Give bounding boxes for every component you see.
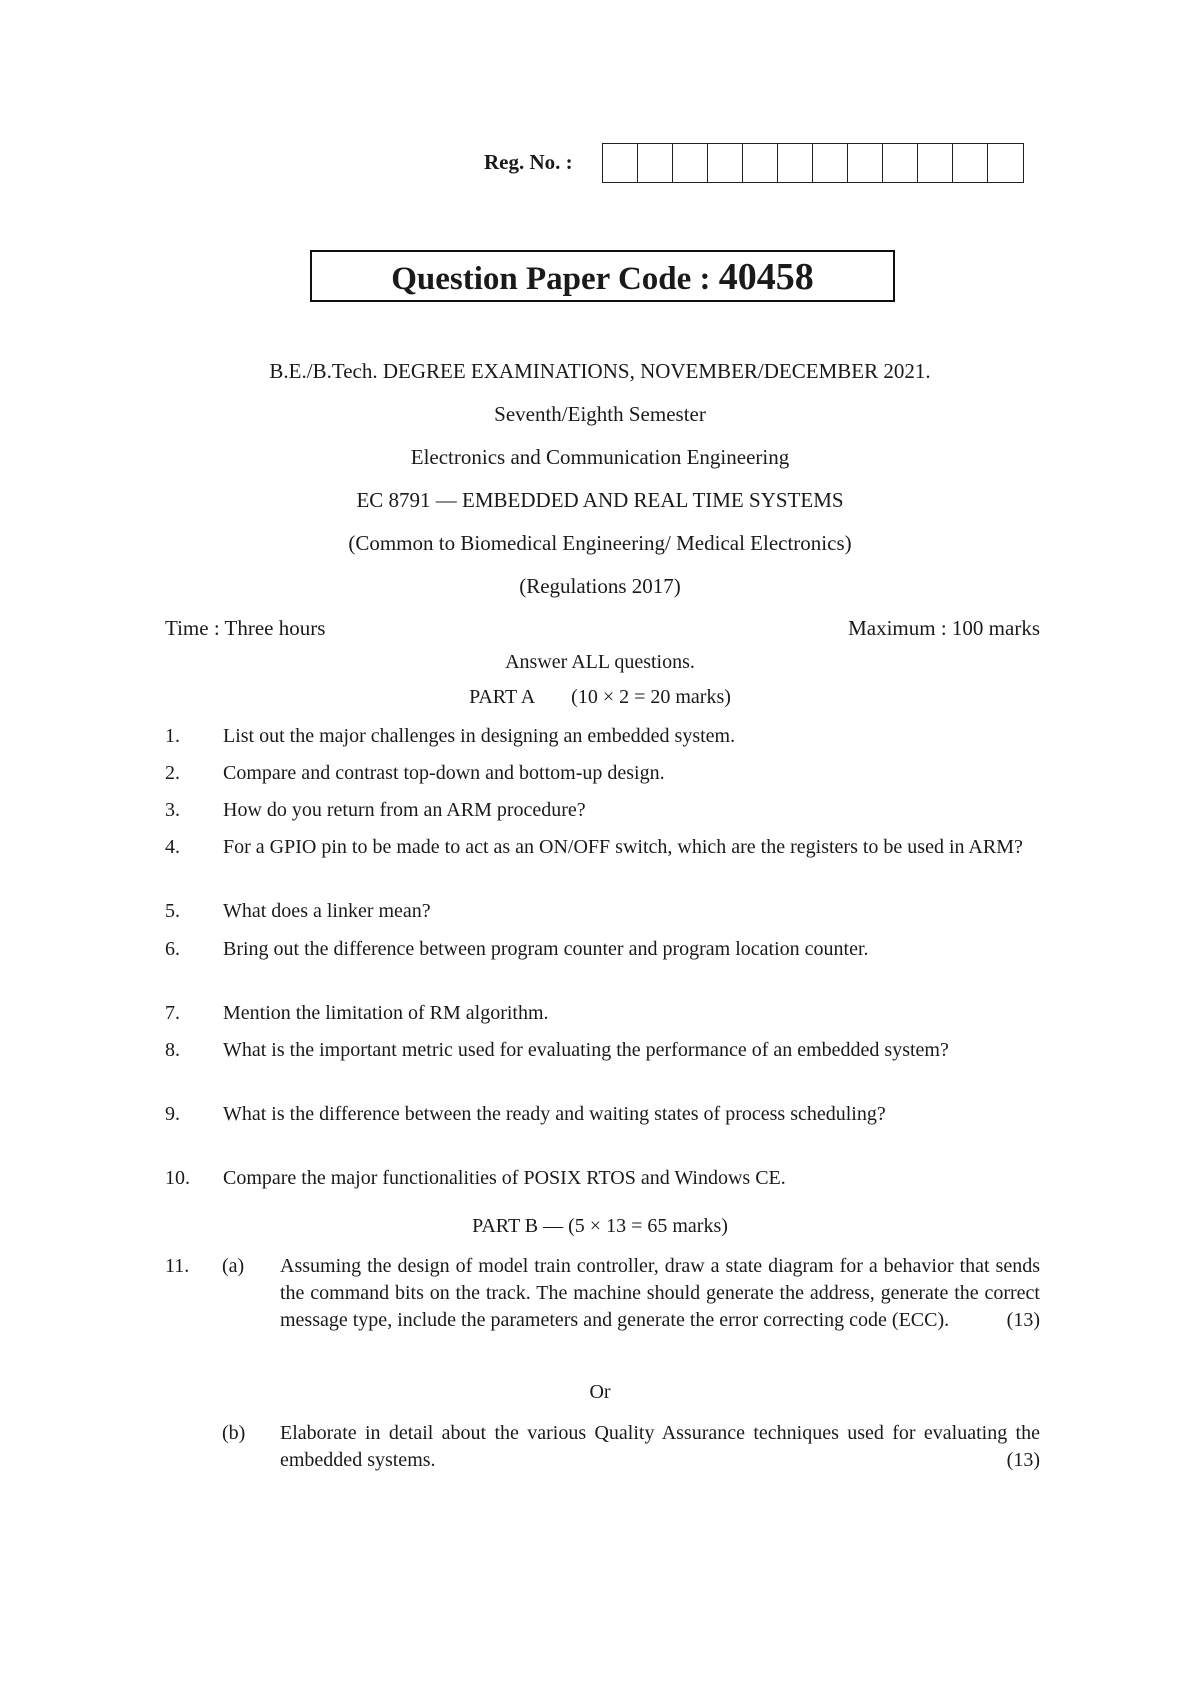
question-number: 7.	[165, 1002, 180, 1024]
reg-no-box	[743, 144, 778, 182]
reg-no-box	[883, 144, 918, 182]
sub-question-label: (a)	[222, 1255, 245, 1277]
reg-no-box	[918, 144, 953, 182]
exam-semester: Seventh/Eighth Semester	[494, 402, 706, 426]
question-number: 3.	[165, 799, 180, 821]
exam-degree: B.E./B.Tech. DEGREE EXAMINATIONS, NOVEMBER/DECEMBER 2021.	[269, 359, 931, 383]
reg-no-box	[708, 144, 743, 182]
reg-no-box	[848, 144, 883, 182]
question-number: 4.	[165, 836, 180, 858]
reg-no-box	[813, 144, 848, 182]
question-text	[280, 1253, 1040, 1334]
part-b-heading: PART B — (5 × 13 = 65 marks)	[472, 1215, 728, 1237]
reg-no-box	[988, 144, 1023, 182]
code-number: 40458	[718, 256, 814, 298]
reg-no-box	[673, 144, 708, 182]
question-marks: (13)	[1006, 1449, 1040, 1471]
question-number: 6.	[165, 938, 180, 960]
question-number: 10.	[165, 1167, 190, 1189]
question-text: What does a linker mean?	[223, 900, 431, 922]
question-item	[165, 1101, 1040, 1128]
part-a-title: PART A	[469, 686, 536, 708]
question-text: How do you return from an ARM procedure?	[223, 799, 586, 821]
reg-no-box	[778, 144, 813, 182]
exam-regulations: (Regulations 2017)	[519, 574, 681, 598]
reg-no-box	[638, 144, 673, 182]
or-separator: Or	[589, 1381, 611, 1403]
exam-max-marks: Maximum : 100 marks	[848, 616, 1040, 640]
question-text: What is the difference between the ready and waiting states of process scheduling?	[223, 1103, 886, 1125]
code-label: Question Paper Code :	[391, 261, 719, 297]
question-11a-text: Assuming the design of model train controller, draw a state diagram for a behavior that sends the command bits on the track. The machine should generate the address, generate the correct message type, include the parameters and generate the error correcting code (ECC).	[280, 1255, 1040, 1331]
question-11b-text: Elaborate in detail about the various Quality Assurance techniques used for evaluating the embedded systems.	[280, 1422, 1040, 1471]
reg-no-box	[953, 144, 988, 182]
answer-all-instruction: Answer ALL questions.	[505, 651, 695, 673]
question-number: 5.	[165, 900, 180, 922]
question-item	[165, 723, 1040, 750]
exam-common: (Common to Biomedical Engineering/ Medical Electronics)	[348, 531, 852, 555]
question-item	[165, 1000, 1040, 1027]
part-a-heading	[0, 686, 1200, 709]
question-paper-code-box	[310, 250, 895, 302]
question-item	[165, 760, 1040, 787]
question-number: 2.	[165, 762, 180, 784]
exam-time: Time : Three hours	[165, 616, 326, 640]
exam-department: Electronics and Communication Engineering	[410, 445, 790, 469]
question-item	[165, 797, 1040, 824]
part-a-marks: (10 × 2 = 20 marks)	[571, 686, 731, 708]
question-item	[165, 898, 1040, 925]
question-item	[165, 1165, 1040, 1192]
exam-subject: EC 8791 — EMBEDDED AND REAL TIME SYSTEMS	[356, 488, 844, 512]
reg-no-box	[603, 144, 638, 182]
question-item	[165, 834, 1040, 861]
question-text	[280, 1420, 1040, 1474]
question-text: Mention the limitation of RM algorithm.	[223, 1002, 549, 1024]
question-item	[165, 1037, 1040, 1064]
question-text: Bring out the difference between program counter and program location counter.	[223, 938, 869, 960]
question-text: Compare and contrast top-down and bottom-up design.	[223, 762, 665, 784]
question-text: Compare the major functionalities of POSIX RTOS and Windows CE.	[223, 1167, 786, 1189]
question-text: List out the major challenges in designing an embedded system.	[223, 725, 736, 747]
question-11b	[165, 1420, 1040, 1474]
question-item	[165, 936, 1040, 963]
question-number: 9.	[165, 1103, 180, 1125]
question-number: 8.	[165, 1039, 180, 1061]
sub-question-label: (b)	[222, 1422, 246, 1444]
question-number: 1.	[165, 725, 180, 747]
question-marks: (13)	[1006, 1309, 1040, 1331]
question-text: What is the important metric used for evaluating the performance of an embedded system?	[223, 1039, 949, 1061]
question-number: 11.	[165, 1255, 190, 1277]
question-11a	[165, 1253, 1040, 1334]
question-text: For a GPIO pin to be made to act as an ON/OFF switch, which are the registers to be used in ARM?	[223, 836, 1023, 858]
reg-no-boxes	[602, 143, 1024, 183]
reg-no-label: Reg. No. :	[484, 150, 573, 174]
